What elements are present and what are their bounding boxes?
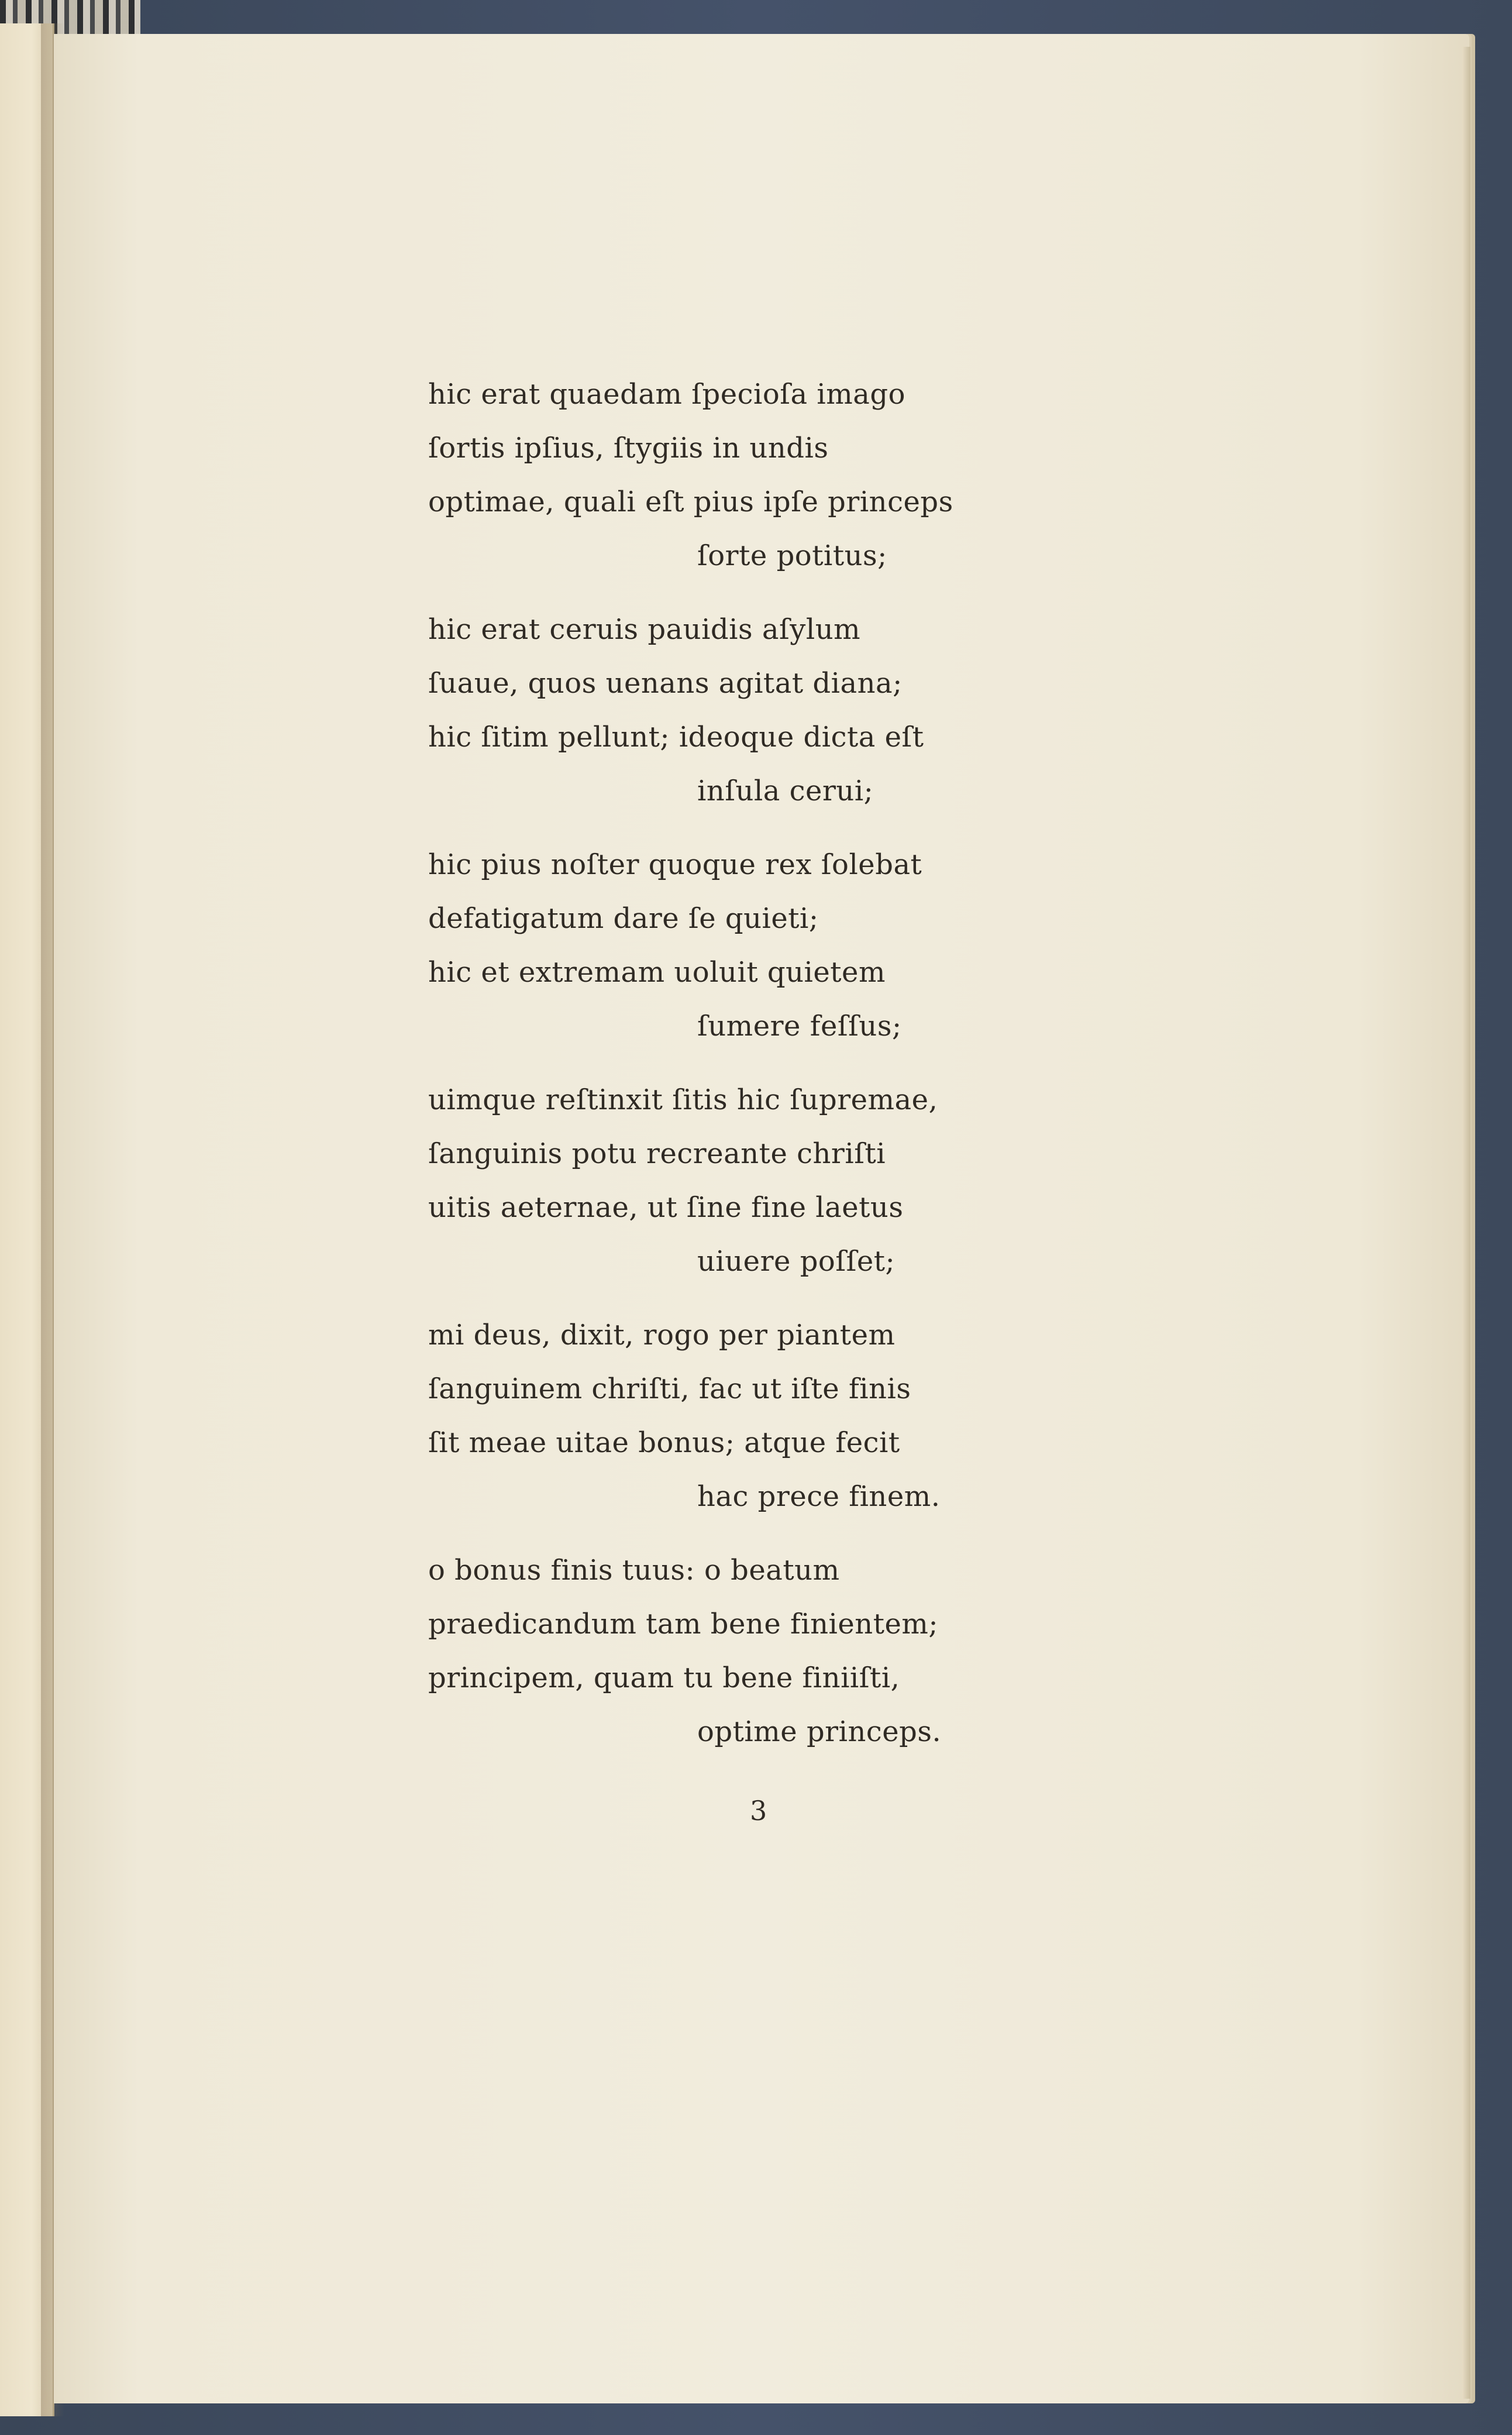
- poem-line: mi deus, dixit, rogo per piantem: [428, 1319, 896, 1351]
- poem-line: ſit meae uitae bonus; atque fecit: [428, 1426, 900, 1459]
- book-page: [54, 34, 1469, 2403]
- poem-line-indented: inſula cerui;: [697, 775, 874, 807]
- stanza: [428, 1308, 955, 1523]
- poem-line: hic ſitim pellunt; ideoque dicta eſt: [428, 721, 924, 754]
- poem-line: ſuaue, quos uenans agitat diana;: [428, 667, 903, 700]
- poem-line: ſortis ipſius, ſtygiis in undis: [428, 432, 829, 465]
- stanza: [428, 838, 955, 1053]
- poem-line: ſanguinem chriſti, fac ut iſte finis: [428, 1373, 911, 1405]
- poem-line-indented: optime princeps.: [697, 1715, 942, 1748]
- page-number: 3: [750, 1795, 767, 1827]
- stanza: [428, 603, 955, 818]
- poem-line: optimae, quali eſt pius ipſe princeps: [428, 486, 953, 518]
- poem-line: praedicandum tam bene finientem;: [428, 1608, 939, 1640]
- poem-line: uitis aeternae, ut ſine fine laetus: [428, 1191, 904, 1224]
- page-fore-edge: [1462, 47, 1470, 2399]
- poem-line: hic pius noſter quoque rex ſolebat: [428, 848, 922, 881]
- poem-text: [428, 367, 955, 1779]
- poem-line: hic et extremam uoluit quietem: [428, 956, 886, 989]
- stanza: [428, 1073, 955, 1288]
- stanza: [428, 1543, 955, 1759]
- poem-line: o bonus finis tuus: o beatum: [428, 1554, 840, 1587]
- poem-line: uimque reſtinxit ſitis hic ſupremae,: [428, 1084, 938, 1116]
- poem-line: ſanguinis potu recreante chriſti: [428, 1137, 886, 1170]
- poem-line-indented: ſumere feſſus;: [697, 1010, 902, 1043]
- poem-line-indented: ſorte potitus;: [697, 539, 887, 572]
- poem-line: defatigatum dare ſe quieti;: [428, 902, 819, 935]
- stanza: [428, 367, 955, 583]
- poem-line-indented: uiuere poſſet;: [697, 1245, 896, 1278]
- poem-line: principem, quam tu bene finiiſti,: [428, 1662, 900, 1694]
- poem-line: hic erat ceruis pauidis aſylum: [428, 613, 861, 646]
- poem-line-indented: hac prece finem.: [697, 1480, 941, 1513]
- poem-line: hic erat quaedam ſpecioſa imago: [428, 378, 905, 411]
